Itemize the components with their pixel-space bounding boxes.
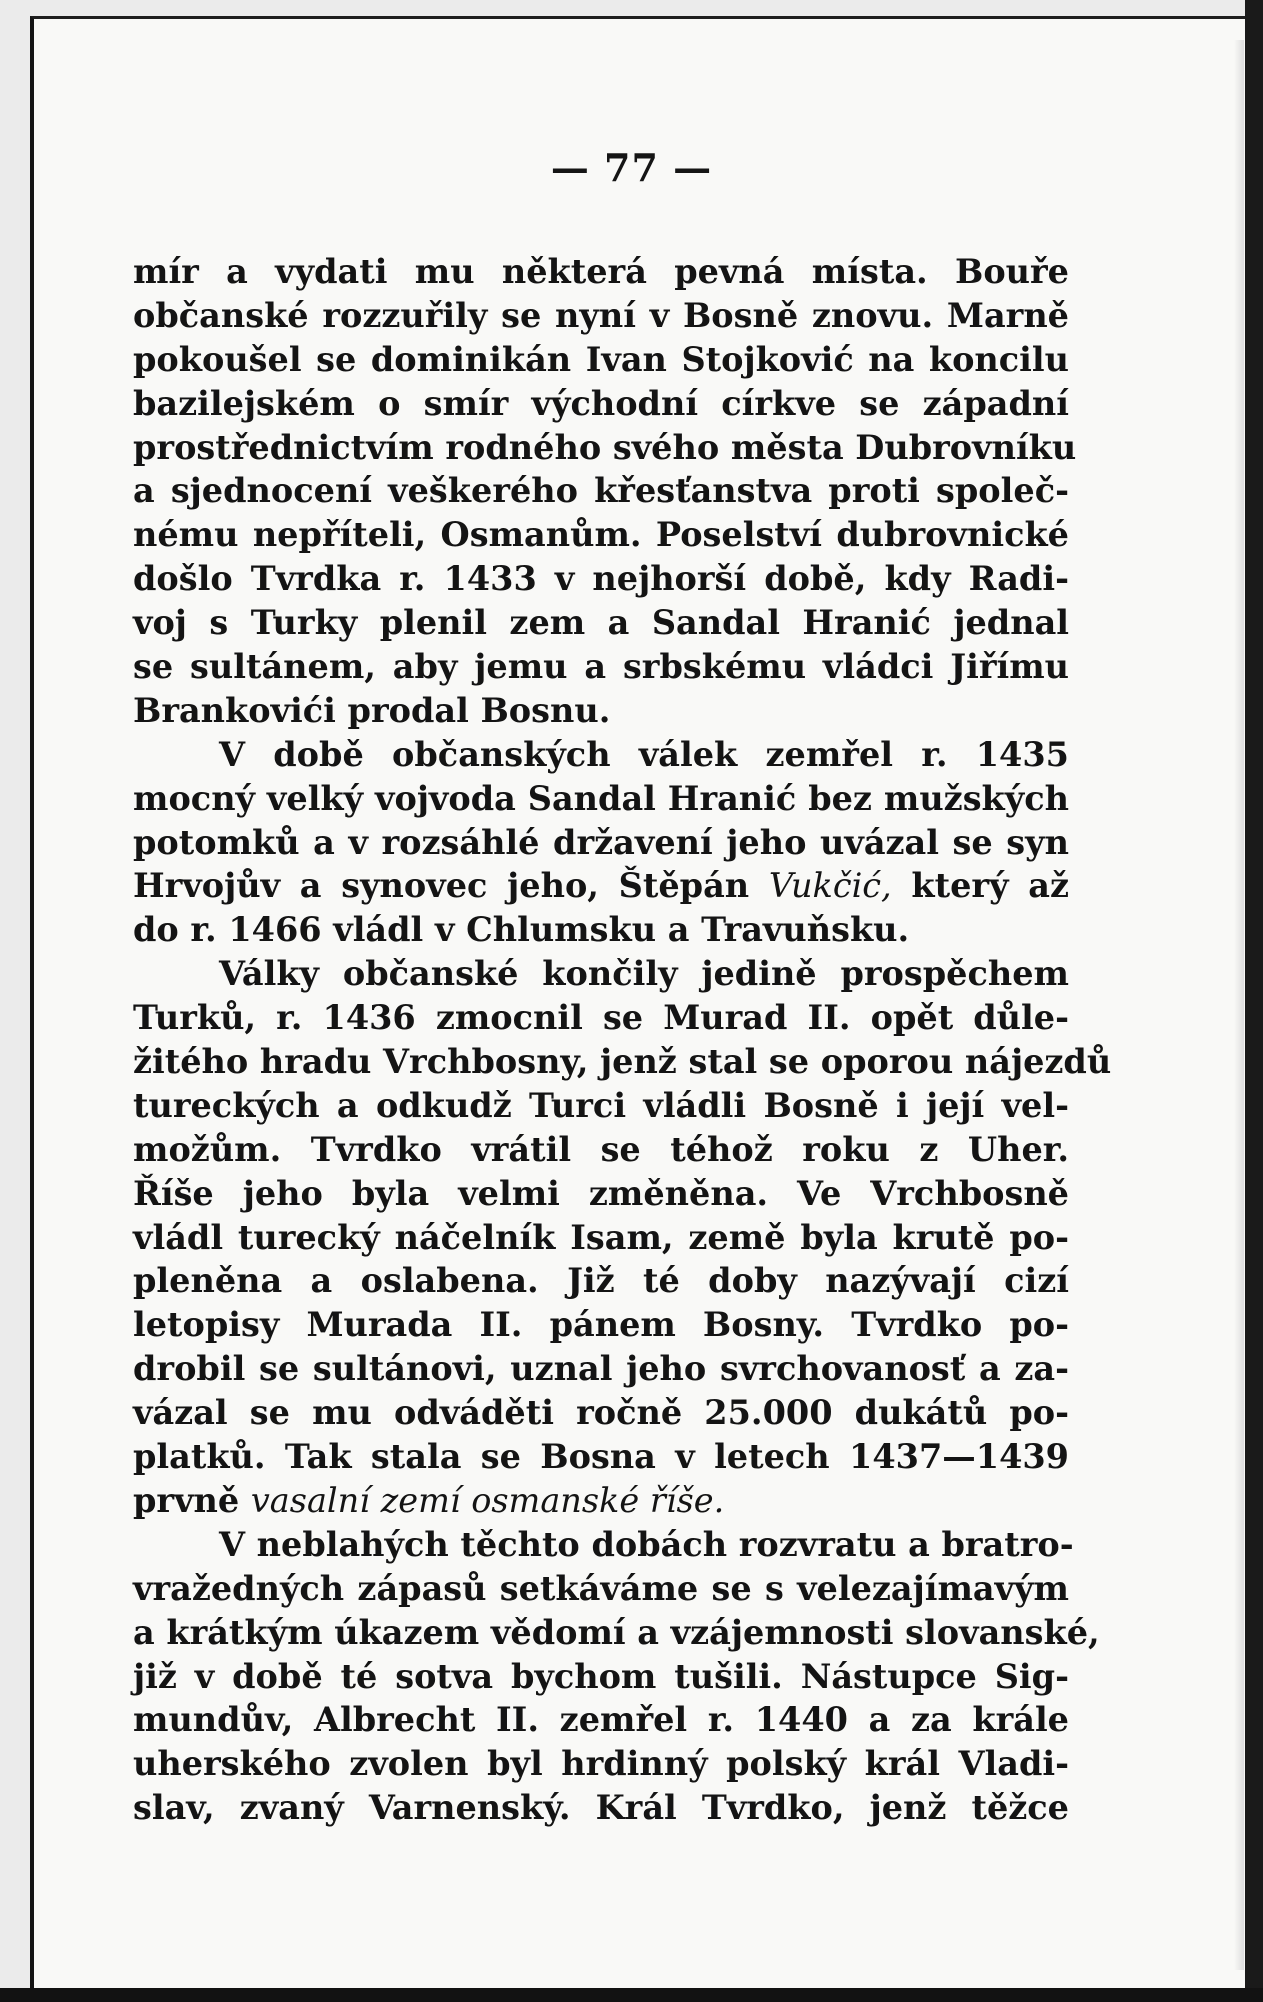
text-line: a sjednocení veškerého křesťanstva proti společ-: [133, 471, 1069, 511]
text-line: V době občanských válek zemřel r. 1435: [219, 734, 1069, 774]
text-line: mír a vydati mu některá pevná místa. Bouře: [133, 252, 1069, 291]
text-line: potomků a v rozsáhlé državení jeho uvázal se syn: [133, 822, 1069, 862]
text-line: voj s Turky plenil zem a Sandal Hranić jednal: [133, 603, 1069, 643]
text-line: Hrvojův a synovec jeho, Štěpán Vukčić, který až: [133, 866, 1070, 906]
text-line: slav, zvaný Varnenský. Král Tvrdko, jenž těžce: [133, 1788, 1069, 1828]
text-line: a krátkým úkazem vědomí a vzájemnosti slovanské,: [133, 1612, 1100, 1652]
italic-emphasis: Vukčić,: [768, 866, 892, 906]
page-fold-shadow: [1234, 40, 1244, 1970]
text-line: V neblahých těchto dobách rozvratu a bratro-: [219, 1524, 1074, 1564]
text-line: Turků, r. 1436 zmocnil se Murad II. opět důle-: [133, 998, 1069, 1038]
text-line: vládl turecký náčelník Isam, země byla krutě po-: [133, 1217, 1069, 1257]
text-line: Války občanské končily jedině prospěchem: [219, 954, 1069, 994]
italic-emphasis: vasalní zemí osmanské říše.: [250, 1480, 725, 1520]
text-line: prostřednictvím rodného svého města Dubrovníku: [133, 427, 1077, 467]
text-line: platků. Tak stala se Bosna v letech 1437—1439: [133, 1437, 1069, 1477]
text-line: drobil se sultánovi, uznal jeho svrchovanosť a za-: [133, 1349, 1069, 1389]
text-line: pokoušel se dominikán Ivan Stojković na koncilu: [133, 339, 1069, 379]
text-line: mocný velký vojvoda Sandal Hranić bez mužských: [133, 778, 1069, 818]
text-line: do r. 1466 vládl v Chlumsku a Travuňsku.: [133, 910, 910, 950]
text-line: se sultánem, aby jemu a srbskému vládci Jiřímu: [133, 647, 1069, 687]
text-line: již v době té sotva bychom tušili. Nástupce Sig-: [133, 1656, 1069, 1696]
text-line: pleněna a oslabena. Již té doby nazývají cizí: [133, 1261, 1069, 1301]
scan-bottom-edge: [0, 1988, 1263, 2002]
body-text: [133, 250, 1112, 1830]
text-line: vražedných zápasů setkáváme se s velezajímavým: [133, 1568, 1069, 1608]
text-line: Brankovići prodal Bosnu.: [133, 690, 611, 730]
text-line: nému nepříteli, Osmanům. Poselství dubrovnické: [133, 515, 1069, 555]
text-line: došlo Tvrdka r. 1433 v nejhorší době, kdy Radi-: [133, 559, 1069, 599]
text-line: vázal se mu odváděti ročně 25.000 dukátů po-: [133, 1393, 1069, 1433]
scan-right-edge: [1245, 0, 1263, 2002]
text-line: žitého hradu Vrchbosny, jenž stal se oporou nájezdů: [133, 1042, 1112, 1082]
text-line: možům. Tvrdko vrátil se téhož roku z Uher.: [133, 1129, 1069, 1169]
text-line: občanské rozzuřily se nyní v Bosně znovu. Marně: [133, 295, 1069, 335]
text-line: tureckých a odkudž Turci vládli Bosně i její vel-: [133, 1085, 1069, 1125]
page-number: — 77 —: [550, 145, 713, 190]
text-line: mundův, Albrecht II. zemřel r. 1440 a za krále: [133, 1700, 1069, 1740]
text-line: Říše jeho byla velmi změněna. Ve Vrchbosně: [133, 1173, 1069, 1213]
text-line: uherského zvolen byl hrdinný polský král Vladi-: [133, 1744, 1069, 1784]
text-line: prvně vasalní zemí osmanské říše.: [133, 1480, 725, 1520]
text-line: letopisy Murada II. pánem Bosny. Tvrdko po-: [133, 1305, 1069, 1345]
text-line: bazilejském o smír východní církve se západní: [133, 383, 1069, 423]
